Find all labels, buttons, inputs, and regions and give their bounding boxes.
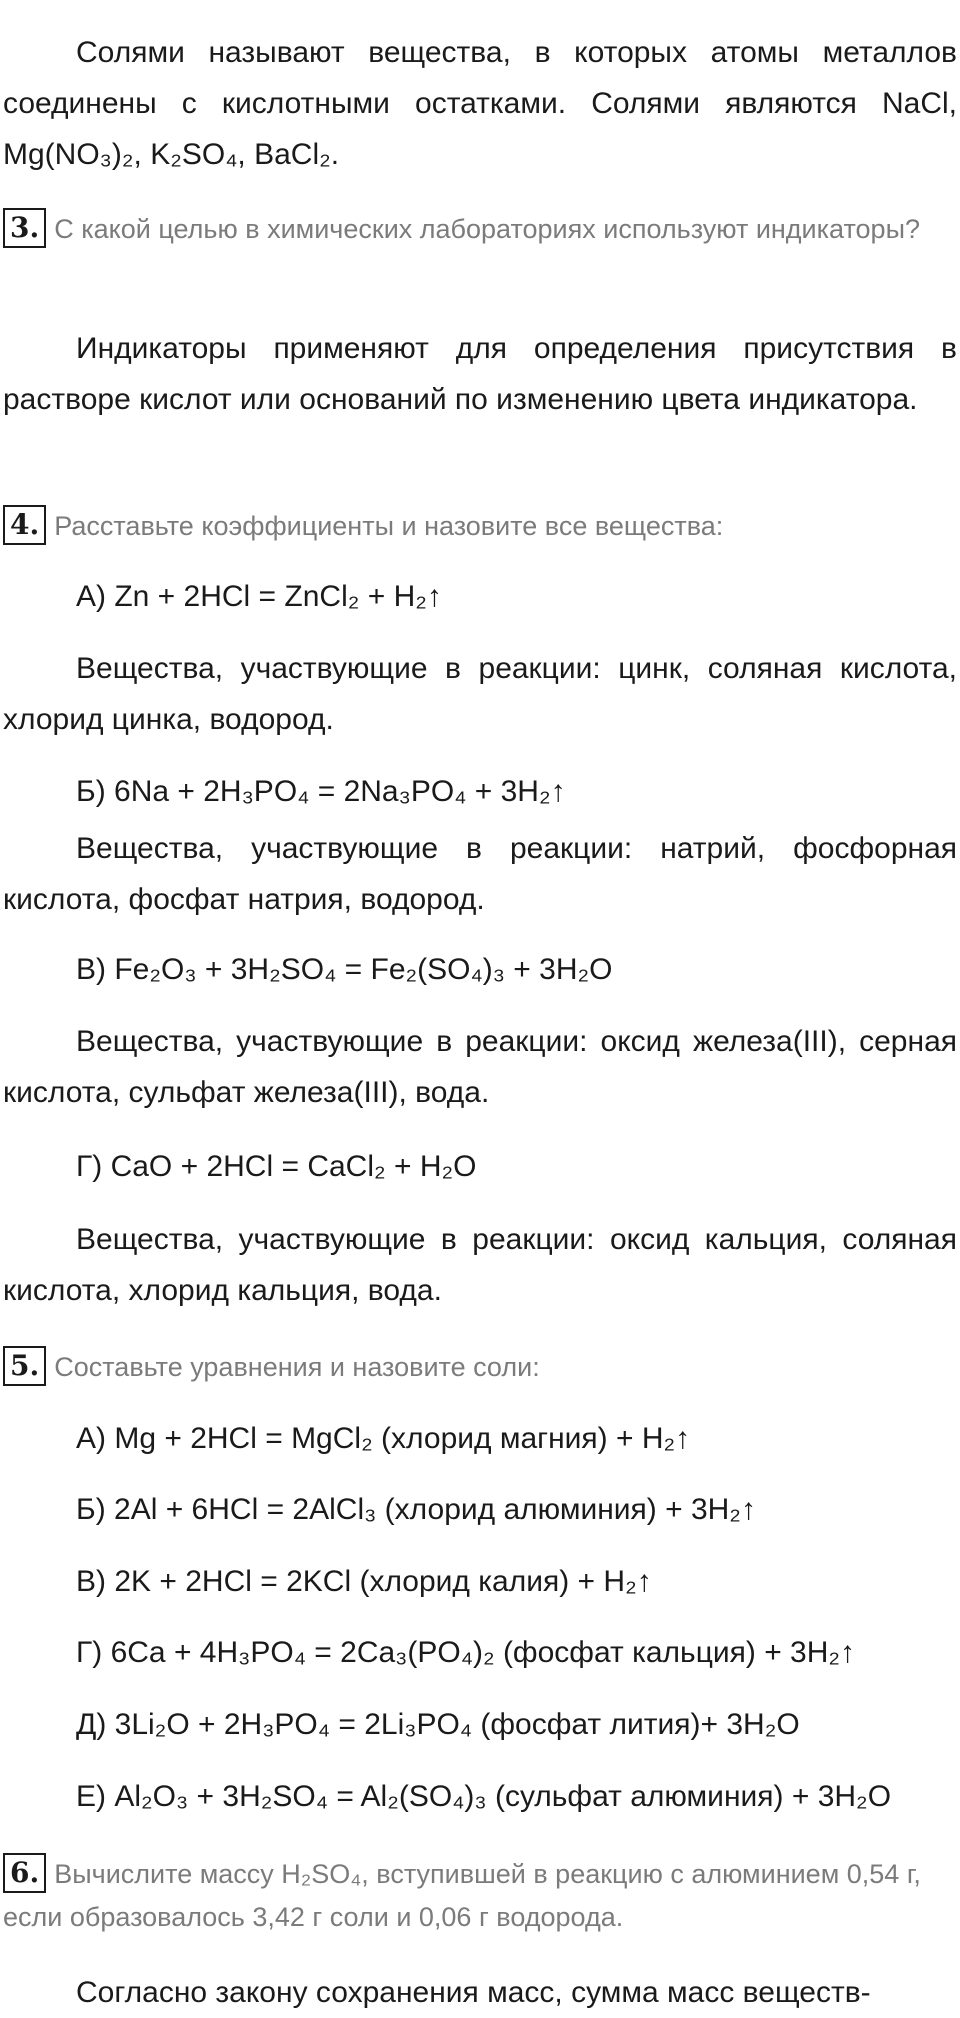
equation-5b: Б) 2Al + 6HCl = 2AlCl₃ (хлорид алюминия) + 3H₂↑ bbox=[76, 1493, 756, 1526]
equation-4g: Г) CaO + 2HCl = CaCl₂ + H₂O bbox=[76, 1150, 477, 1183]
equation-4v: В) Fe₂O₃ + 3H₂SO₄ = Fe₂(SO₄)₃ + 3H₂O bbox=[76, 953, 613, 986]
question-3 bbox=[3, 208, 957, 251]
equation-5v: В) 2K + 2HCl = 2KCl (хлорид калия) + H₂↑ bbox=[76, 1565, 652, 1598]
equation-5d: Д) 3Li₂O + 2H₃PO₄ = 2Li₃PO₄ (фосфат лития)+ 3H₂O bbox=[76, 1708, 800, 1741]
substances-4b-paragraph: Вещества, участвующие в реакции: натрий, фосфорная кислота, фосфат натрия, водород. bbox=[3, 832, 957, 916]
question-5-text: Составьте уравнения и назовите соли: bbox=[54, 1352, 540, 1382]
substances-4a-paragraph: Вещества, участвующие в реакции: цинк, соляная кислота, хлорид цинка, водород. bbox=[3, 652, 957, 736]
answer-6-paragraph: Согласно закону сохранения масс, сумма масс веществ- bbox=[76, 1976, 871, 2009]
substances-4g-paragraph: Вещества, участвующие в реакции: оксид кальция, соляная кислота, хлорид кальция, вода. bbox=[3, 1223, 957, 1307]
question-6 bbox=[3, 1853, 957, 1939]
question-5 bbox=[3, 1346, 957, 1389]
equation-5g: Г) 6Ca + 4H₃PO₄ = 2Ca₃(PO₄)₂ (фосфат кальция) + 3H₂↑ bbox=[76, 1636, 856, 1669]
question-3-text: С какой целью в химических лабораториях используют индикаторы? bbox=[54, 214, 920, 244]
question-4 bbox=[3, 505, 957, 548]
question-6-text: Вычислите массу H₂SO₄, вступившей в реакцию с алюминием 0,54 г, если образовалось 3,42 г соли и 0,06 г водорода. bbox=[3, 1859, 921, 1932]
question-number-4: 4. bbox=[3, 505, 46, 545]
salts-definition-paragraph: Солями называют вещества, в которых атомы металлов соединены с кислотными остатками. Солями являются NaCl, Mg(NO₃)₂, K₂SO₄, BaCl₂. bbox=[3, 36, 957, 171]
question-number-5: 5. bbox=[3, 1346, 46, 1386]
question-number-3: 3. bbox=[3, 208, 46, 248]
equation-5a: А) Mg + 2HCl = MgCl₂ (хлорид магния) + H₂↑ bbox=[76, 1422, 691, 1455]
answer-3-paragraph: Индикаторы применяют для определения присутствия в растворе кислот или оснований по изменению цвета индикатора. bbox=[3, 332, 957, 416]
substances-4v-paragraph: Вещества, участвующие в реакции: оксид железа(III), серная кислота, сульфат железа(III), вода. bbox=[3, 1025, 957, 1109]
question-number-6: 6. bbox=[3, 1853, 46, 1893]
equation-4b: Б) 6Na + 2H₃PO₄ = 2Na₃PO₄ + 3H₂↑ bbox=[76, 775, 566, 808]
equation-5e: Е) Al₂O₃ + 3H₂SO₄ = Al₂(SO₄)₃ (сульфат алюминия) + 3H₂O bbox=[76, 1780, 892, 1813]
question-4-text: Расставьте коэффициенты и назовите все вещества: bbox=[54, 511, 724, 541]
equation-4a: А) Zn + 2HCl = ZnCl₂ + H₂↑ bbox=[76, 580, 442, 613]
